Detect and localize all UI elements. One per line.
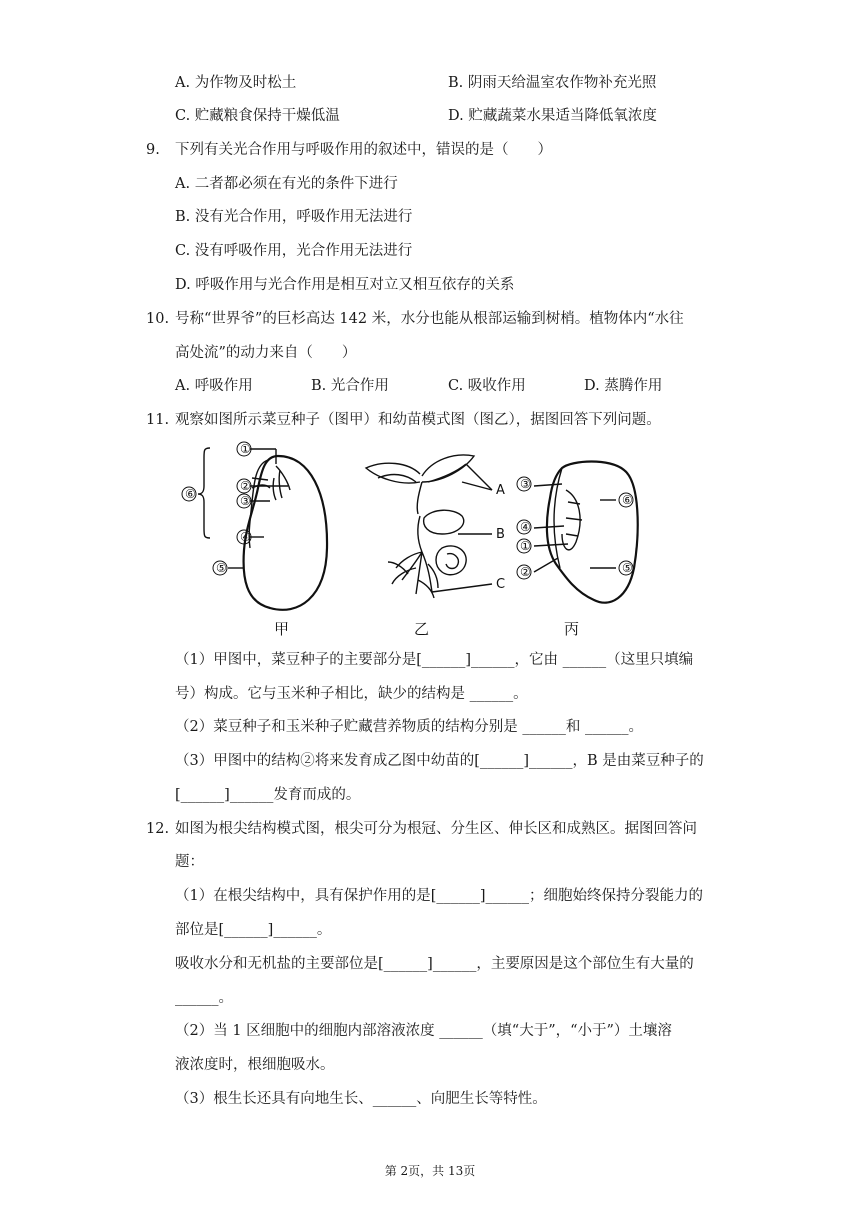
page-footer: 第 2页，共 13页 — [384, 1164, 476, 1178]
q12-part2-line1: （2）当 1 区细胞中的细胞内部溶液浓度 ______（填“大于”，“小于”）土壤溶 — [175, 1023, 672, 1039]
seed-seedling-figure — [170, 438, 690, 642]
bing-label-2: ② — [520, 565, 531, 579]
q12-number: 12. — [146, 821, 170, 837]
jia-label-4: ④ — [240, 530, 251, 544]
jia-label-6: ⑥ — [185, 487, 196, 501]
q10-stem-line1: 号称“世界爷”的巨杉高达 142 米，水分也能从根部运输到树梢。植物体内“水往 — [175, 311, 684, 327]
jia-label-3: ③ — [240, 494, 251, 508]
q9-stem: 下列有关光合作用与呼吸作用的叙述中，错误的是（ ） — [175, 142, 552, 158]
yi-label-c: C — [496, 577, 506, 592]
yi-label-a: A — [496, 483, 505, 498]
q11-part1-line2: 号）构成。它与玉米种子相比，缺少的结构是 ______。 — [175, 686, 528, 702]
q11-part1-line1: （1）甲图中，菜豆种子的主要部分是[______]______，它由 ______（这里只填编 — [175, 652, 694, 668]
bing-label-6: ⑥ — [622, 493, 633, 507]
q11-part2: （2）菜豆种子和玉米种子贮藏营养物质的结构分别是 ______和 ______。 — [175, 719, 643, 735]
q8-option-a: A. 为作物及时松土 — [175, 75, 297, 91]
bean-seed-diagram-jia — [198, 448, 327, 610]
figure-captions — [274, 620, 579, 638]
q9-option-a: A. 二者都必须在有光的条件下进行 — [175, 176, 398, 192]
jia-label-2: ② — [240, 479, 251, 493]
bing-label-1: ① — [520, 539, 531, 553]
jia-label-5: ⑤ — [216, 561, 227, 575]
q12-part3: （3）根生长还具有向地生长、______、向肥生长等特性。 — [175, 1091, 547, 1107]
q12-stem-line1: 如图为根尖结构模式图，根尖可分为根冠、分生区、伸长区和成熟区。据图回答问 — [175, 821, 697, 837]
q12-part1-line2: 部位是[______]______。 — [175, 922, 332, 938]
caption-bing: 丙 — [564, 620, 580, 638]
corn-seed-diagram-bing — [534, 462, 638, 603]
q9-number: 9. — [146, 142, 160, 158]
q9-option-d: D. 呼吸作用与光合作用是相互对立又相互依存的关系 — [175, 277, 515, 293]
q11-part3-line2: [______]______发育而成的。 — [175, 787, 361, 803]
q10-option-b: B. 光合作用 — [311, 378, 389, 394]
q10-option-a: A. 呼吸作用 — [175, 378, 253, 394]
q10-option-c: C. 吸收作用 — [448, 378, 526, 394]
q8-option-b: B. 阴雨天给温室农作物补充光照 — [448, 75, 657, 91]
q12-part1-line4: ______。 — [175, 990, 233, 1006]
q8-option-c: C. 贮藏粮食保持干燥低温 — [175, 108, 340, 124]
seedling-diagram-yi — [366, 455, 492, 598]
q11-part3-line1: （3）甲图中的结构②将来发育成乙图中幼苗的[______]______，B 是由菜豆种子的 — [175, 753, 704, 769]
bing-label-4: ④ — [520, 520, 531, 534]
bing-label-5: ⑤ — [622, 561, 633, 575]
q8-option-d: D. 贮藏蔬菜水果适当降低氧浓度 — [448, 108, 657, 124]
q9-option-b: B. 没有光合作用，呼吸作用无法进行 — [175, 209, 413, 225]
q12-part2-line2: 液浓度时，根细胞吸水。 — [175, 1057, 335, 1073]
q12-part1-line3: 吸收水分和无机盐的主要部位是[______]______，主要原因是这个部位生有大量的 — [175, 956, 694, 972]
jia-label-1: ① — [240, 442, 251, 456]
q10-option-d: D. 蒸腾作用 — [584, 378, 663, 394]
caption-jia: 甲 — [274, 620, 290, 638]
q9-option-c: C. 没有呼吸作用，光合作用无法进行 — [175, 243, 413, 259]
caption-yi: 乙 — [414, 620, 430, 638]
bing-label-3: ③ — [520, 477, 531, 491]
yi-label-b: B — [496, 527, 505, 542]
yi-labels — [496, 483, 505, 592]
jia-labels — [182, 442, 251, 575]
q11-number: 11. — [146, 412, 170, 428]
q12-part1-line1: （1）在根尖结构中，具有保护作用的是[______]______；细胞始终保持分裂能力的 — [175, 888, 704, 904]
q11-stem: 观察如图所示菜豆种子（图甲）和幼苗模式图（图乙），据图回答下列问题。 — [175, 412, 661, 428]
q10-number: 10. — [146, 311, 170, 327]
q10-stem-line2: 高处流”的动力来自（ ） — [175, 345, 357, 361]
q12-stem-line2: 题： — [175, 854, 204, 870]
